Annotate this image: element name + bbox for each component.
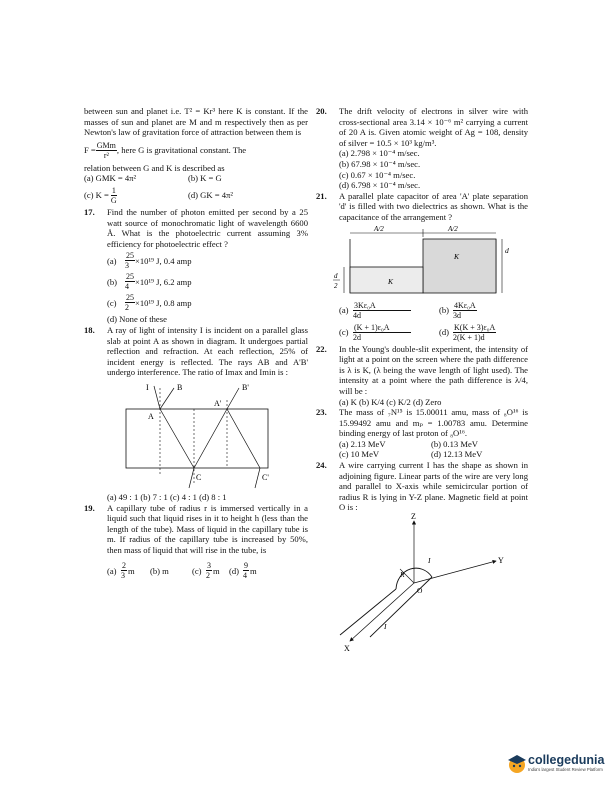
label-y: Y bbox=[498, 556, 504, 566]
label-B: B bbox=[177, 382, 183, 392]
dielectric-full bbox=[423, 239, 496, 293]
question-18: 18. A ray of light of intensity I is incident on a parallel glass slab at point A as shown in diagram. It undergoes partial reflection and refraction. At each reflection, 25% of incident energy is reflected. The rays AB and A'B' undergo interference. The ratio of Imax and Imin is : bbox=[84, 324, 308, 378]
q23-options: (a) 2.13 MeV (b) 0.13 MeV (c) 10 MeV (d) 12.13 MeV bbox=[339, 438, 483, 460]
gravitation-intro: between sun and planet i.e. T² = Kr³ here K is constant. If the masses of sun and planet are M and m respectively then as per Newton's law of gravitation force of attraction between them is bbox=[84, 106, 308, 138]
label-d: d bbox=[505, 245, 509, 255]
q22-options: (a) K (b) K/4 (c) K/2 (d) Zero bbox=[339, 396, 442, 407]
capacitor-figure bbox=[316, 223, 528, 301]
q20-options: (a) 2.798 × 10⁻⁴ m/sec. (b) 67.98 × 10⁻⁴ m/sec. (c) 0.67 × 10⁻⁴ m/sec. (d) 6.798 × 10⁻⁴ m/sec. bbox=[339, 148, 421, 191]
logo-tagline: India's largest Student Review Platform bbox=[528, 767, 603, 772]
q16-options-ab: (a) GMK = 4π² (b) K = G bbox=[84, 173, 222, 184]
right-column bbox=[316, 106, 528, 653]
logo-name: collegedunia bbox=[528, 753, 605, 767]
question-20: 20. The drift velocity of electrons in silver wire with cross-sectional area 3.14 × 10⁻⁶ m² carrying a current of 20 A is. Given atomic weight of Ag = 108, density of silver = 10.5 × 10³ kg/m³. bbox=[316, 106, 528, 148]
question-22: 22. In the Young's double-slit experiment, the intensity of light at a point on the screen where the path difference is λ is K, (λ being the wave length of light used). The intensity at a point where the path difference is λ/4, will be : bbox=[316, 343, 528, 396]
label-r: R bbox=[400, 570, 405, 580]
force-formula: F = $\frac{\text{GMm}}{\text{r²}}$ , here G is gravitational constant. The bbox=[84, 140, 247, 160]
q18-options: (a) 49 : 1 (b) 7 : 1 (c) 4 : 1 (d) 8 : 1 bbox=[107, 491, 227, 502]
question-17: 17. Find the number of photon emitted per second by a 25 watt source of monochromatic light of wavelength 6600 Å. What is the photoelectric current assuming 3% efficiency for photoelectric effect ? bbox=[84, 206, 308, 249]
label-o: O bbox=[417, 586, 423, 596]
question-23: 23. The mass of ₇N¹⁵ is 15.00011 amu, mass of ₈O¹⁶ is 15.99492 amu and mₚ = 1.00783 amu. Determine binding energy of last proton of ₈O¹⁶. bbox=[316, 407, 528, 439]
internal-ray-2 bbox=[227, 409, 260, 468]
transmitted-ray-c2 bbox=[255, 468, 260, 488]
incident-ray bbox=[154, 386, 160, 409]
label-B-prime: B' bbox=[242, 382, 249, 392]
reflected-ray-ab bbox=[160, 388, 174, 409]
internal-reflected-ray bbox=[194, 409, 227, 468]
collegedunia-logo bbox=[506, 752, 604, 774]
label-x: X bbox=[344, 644, 350, 654]
label-i-top: I bbox=[428, 556, 431, 566]
label-C-prime: C' bbox=[262, 472, 269, 482]
label-I: I bbox=[146, 382, 149, 392]
label-d-half-den: 2 bbox=[334, 281, 338, 290]
label-i-bottom: I bbox=[384, 622, 387, 632]
wire-figure bbox=[316, 513, 528, 653]
y-axis bbox=[414, 561, 496, 583]
wire-straight-2 bbox=[370, 577, 432, 637]
left-column bbox=[84, 106, 308, 580]
question-21: 21. A parallel plate capacitor of area 'A' plate separation 'd' is filled with two dielectrics as shown. What is the capacitance of the arrangement ? bbox=[316, 190, 528, 222]
q16-options-cd: (c) K = $\frac{1}{G}$ (d) GK = 4π² bbox=[84, 185, 233, 205]
label-A: A bbox=[148, 411, 154, 421]
q19-options: (a) $\frac{2}{3}$ m (b) m (c) $\frac{3}{2}$ m (d) $\frac{9}{4}$ m bbox=[107, 561, 257, 581]
relation-text: relation between G and K is described as bbox=[84, 162, 225, 173]
graduate-cap-icon bbox=[506, 752, 528, 774]
wire-straight-1 bbox=[340, 589, 396, 635]
emergent-ray-a2b2 bbox=[227, 388, 239, 409]
label-A-prime: A' bbox=[214, 398, 222, 408]
label-a-half-right: A/2 bbox=[448, 224, 458, 233]
q17-options: (a) $\frac{25}{3}$ ×10¹⁹ J, 0.4 amp (b) $\frac{25}{4}$ ×10¹⁹ J, 6.2 amp (c) $\frac{25}{2}$ ×10¹⁹ J, 0.8 amp (d) None of these bbox=[107, 251, 192, 325]
q21-options: (a) $\frac{\text{3Kε₀A}}{4d}$ (b) $\frac{\text{4Kε₀A}}{3d}$ (c) $\frac{\text{(K + 1)ε₀A}}{2d}$ (d) $\frac{\text{K(K + 3)ε₀A}}{2(K + 1)d}$ bbox=[339, 300, 496, 342]
label-d-half-num: d bbox=[334, 271, 338, 280]
label-k-full: K bbox=[454, 251, 460, 261]
transmitted-ray-c bbox=[189, 468, 194, 488]
refracted-ray bbox=[160, 409, 194, 468]
question-19: 19. A capillary tube of radius r is immersed vertically in a liquid such that liquid rises in it to height h (less than the length of the tube). Mass of liquid in the capillary tube is m. If radius of the capillary tube is increased by 50%, then mass of liquid that will rise in the tube, is bbox=[84, 502, 308, 555]
label-k-half: K bbox=[388, 276, 394, 286]
glass-slab-figure bbox=[84, 378, 308, 492]
label-a-half-left: A/2 bbox=[374, 224, 384, 233]
label-C: C bbox=[196, 472, 202, 482]
x-axis bbox=[350, 583, 414, 641]
dielectric-half bbox=[350, 267, 423, 293]
label-z: Z bbox=[411, 513, 416, 522]
question-24: 24. A wire carrying current I has the shape as shown in adjoining figure. Linear parts of the wire are very long and parallel to X-axis while semicircular portion of radius R is lying in Y-Z plane. Magnetic field at point O is : bbox=[316, 460, 528, 513]
